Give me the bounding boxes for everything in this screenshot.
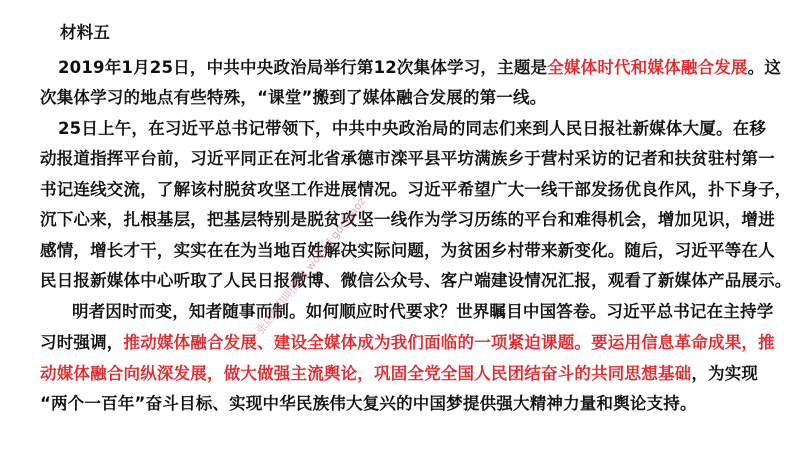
para2-line5: 感情，增长才干，实实在在为当地百姓解决实际问题，为贫困乡村带来新变化。随后，习近平等在人 <box>40 241 775 260</box>
watermark-text: ·张店刻印明朗微 wo2ed·gocigaoz <box>251 194 369 340</box>
para1-line1-text: 2019年1月25日，中共中央政治局举行第12次集体学习，主题是 <box>58 58 548 77</box>
para1-highlight: 全媒体时代和媒体融合发展 <box>547 58 748 77</box>
para2-line6: 民日报新媒体中心听取了人民日报微博、微信公众号、客户端建设情况汇报，观看了新媒体产品展示。 <box>40 271 792 290</box>
para2-line4: 沉下心来，扎根基层，把基层特别是脱贫攻坚一线作为学习历练的平台和难得机会，增加见识，增进 <box>40 210 775 229</box>
para1-line2: 次集体学习的地点有些特殊，“课堂”搬到了媒体融合发展的第一线。 <box>40 88 547 107</box>
para3-highlight-2: 动媒体融合向纵深发展，做大做强主流舆论，巩固全党全国人民团结奋斗的共同思想基础 <box>40 364 692 383</box>
para3-line2 <box>40 332 780 354</box>
para3-line3 <box>40 363 780 385</box>
material-heading: 材料五 <box>60 23 111 42</box>
para3-line1: 明者因时而变，知者随事而制。如何顺应时代要求？世界瞩目中国答卷。习近平总书记在主持学 <box>72 302 774 321</box>
para2-line3: 书记连线交流，了解该村脱贫攻坚工作进展情况。习近平希望广大一线干部发扬优良作风，扑下身子， <box>40 180 792 199</box>
para3-line3-end: ，为实现 <box>691 364 759 383</box>
para2-line2: 动报道指挥平台前，习近平同正在河北省承德市滦平县平坊满族乡于营村采访的记者和扶贫驻村第一 <box>40 149 775 168</box>
para3-line2-text: 习时强调， <box>40 333 124 352</box>
para1-line1 <box>58 57 798 79</box>
para2-line1: 25日上午，在习近平总书记带领下，中共中央政治局的同志们来到人民日报社新媒体大厦。在移 <box>58 119 767 138</box>
para1-line1-end: 。这 <box>747 58 782 77</box>
para3-highlight-1: 推动媒体融合发展、建设全媒体成为我们面临的一项紧迫课题。要运用信息革命成果，推 <box>123 333 775 352</box>
para3-line4: “两个一百年”奋斗目标、实现中华民族伟大复兴的中国梦提供强大精神力量和舆论支持。 <box>40 394 697 413</box>
